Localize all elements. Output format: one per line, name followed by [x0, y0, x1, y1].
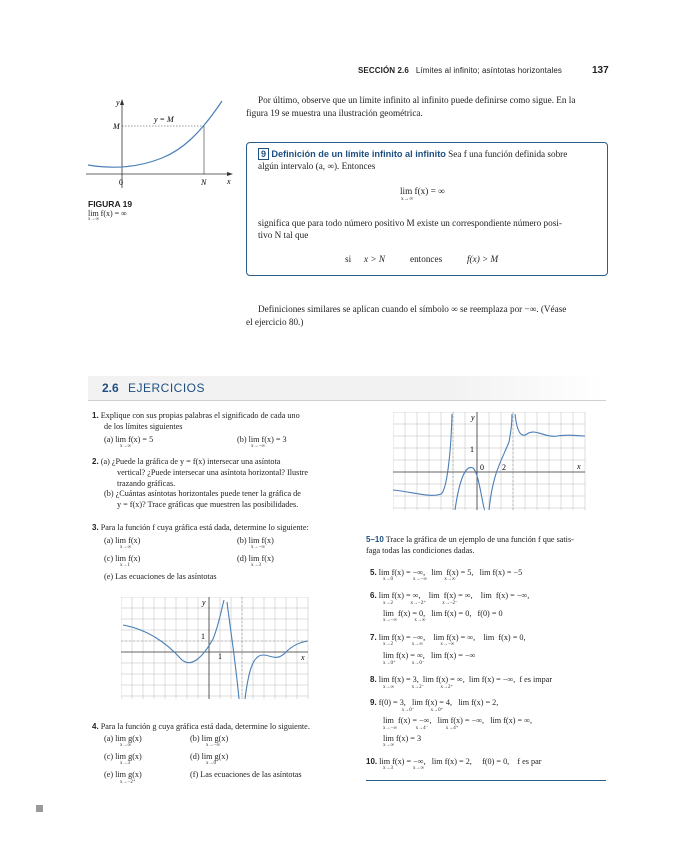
exercise-2-b-1: (b) ¿Cuántas asíntotas horizontales puede tener la gráfica de: [104, 489, 301, 499]
fig19-label-m: M: [113, 122, 120, 131]
graph4-label-one: 1: [470, 445, 474, 454]
page-marker: [36, 805, 43, 812]
definition-heading: [258, 148, 602, 161]
exercise-3-number: 3.: [92, 523, 99, 532]
fig19-label-x: x: [227, 177, 231, 186]
exercise-1-number: 1.: [92, 411, 99, 420]
exercise-4-b-sub: x→−∞: [206, 743, 220, 748]
exercise-4-graph: [393, 412, 589, 512]
exercise-3-b-sub: x→−∞: [251, 545, 265, 550]
fig19-label-n: N: [201, 178, 207, 187]
graph4-label-y: y: [471, 413, 475, 422]
exercise-9-text-1: f(0) = 3, lim f(x) = 4, lim f(x) = 2,: [378, 698, 499, 707]
graph3-label-x: x: [301, 653, 305, 662]
graph4-label-x: x: [577, 462, 581, 471]
exercise-3-e: (e) Las ecuaciones de las asíntotas: [104, 572, 217, 581]
fig19-label-y-eq-m: y = M: [154, 115, 174, 124]
exercise-2-a-1: (a) ¿Puede la gráfica de y = f(x) intersecar una asíntota: [100, 457, 281, 466]
graph3-label-y: y: [202, 598, 206, 607]
y-axis-arrow-icon: [120, 99, 124, 105]
exercise-8-number: 8.: [370, 675, 377, 684]
exercise-4-d: (d) lim g(x): [190, 752, 229, 761]
running-header: [358, 66, 562, 75]
exercise-4-a: (a) lim g(x): [104, 734, 142, 743]
grid: [393, 412, 585, 510]
exercise-3: [92, 523, 362, 534]
intro-line-1: Por último, observe que un límite infinito al infinito puede definirse como sigue. En la: [258, 95, 576, 105]
exercise-1-line-1: Explique con sus propias palabras el significado de cada uno: [100, 411, 300, 420]
exercise-1-b: (b) lim f(x) = 3: [237, 435, 287, 444]
exercise-7-number: 7.: [370, 633, 377, 642]
definition-formula: lim f(x) = ∞: [400, 186, 445, 196]
definition-title: Definición de un límite infinito al infinito: [271, 149, 446, 159]
header-section-title: Límites al infinito; asíntotas horizontales: [415, 66, 563, 75]
exercise-4-a-sub: x→∞: [120, 743, 132, 748]
figure-19-formula-sub: x→∞: [88, 217, 100, 222]
x-axis-arrow-icon: [227, 172, 233, 176]
exercise-3-line-1: Para la función f cuya gráfica está dada, determine lo siguiente:: [100, 523, 309, 532]
exercise-7-text-1: lim f(x) = −∞, lim f(x) = ∞, lim f(x) = 0,: [378, 633, 526, 642]
exercise-9-subs-1: x→0⁻ x→0⁺: [383, 708, 444, 713]
exercise-2: [92, 457, 352, 511]
graph3-label-one-y: 1: [201, 632, 205, 641]
curve-f: [88, 101, 222, 167]
figure-19-graph: [82, 96, 242, 192]
curve-f-middle: [227, 602, 239, 699]
exercise-4-e: (e) lim g(x): [104, 770, 142, 779]
intro-line-2: figura 19 se muestra una ilustración geométrica.: [246, 107, 423, 118]
exercise-4-d-sub: x→0: [206, 761, 216, 766]
graph4-label-zero: 0: [480, 463, 484, 472]
definition-condition-a: x > N: [364, 254, 385, 264]
exercise-9-number: 9.: [370, 698, 377, 707]
exercise-3-d-sub: x→3: [251, 563, 261, 568]
exercise-6-subs-1: x→2 x→−2⁺ x→−2⁻: [383, 601, 458, 606]
exercise-3-graph: [121, 597, 309, 701]
exercise-1-b-sub: x→−∞: [251, 444, 265, 449]
exercise-1: [92, 411, 352, 433]
definition-condition-b: f(x) > M: [467, 254, 499, 264]
curve-g-middle: [489, 414, 512, 510]
graph3-label-one-x: 1: [218, 652, 222, 661]
exercise-7-text-2: lim f(x) = ∞, lim f(x) = −∞: [383, 651, 476, 660]
exercise-1-line-2: de los límites siguientes: [104, 421, 183, 431]
similar-paragraph: [246, 303, 608, 328]
exercises-5-10-intro: [366, 535, 606, 557]
section-title: EJERCICIOS: [128, 381, 206, 395]
exercise-4-f: (f) Las ecuaciones de las asíntotas: [190, 770, 302, 779]
exercise-8-subs: x→∞ x→2⁻ x→2⁺: [383, 685, 454, 690]
graph4-label-two: 2: [502, 463, 506, 472]
curve-g-middle-left: [455, 467, 485, 510]
exercise-6-subs-2: x→−∞ x→∞: [383, 618, 426, 623]
exercise-7-subs-1: x→2 x→∞ x→−∞: [383, 642, 455, 647]
exercise-6-text-2: lim f(x) = 0, lim f(x) = 0, f(0) = 0: [383, 609, 503, 618]
exercise-3-a-sub: x→∞: [120, 545, 132, 550]
exercise-4-e-sub: x→−2⁺: [120, 780, 136, 785]
exercise-10-text: lim f(x) = −∞, lim f(x) = 2, f(0) = 0, f es par: [379, 757, 542, 766]
page-number: 137: [592, 65, 609, 76]
exercises-5-10-line-1: Trace la gráfica de un ejemplo de una función f que satis-: [385, 535, 574, 544]
exercise-9-text-3: lim f(x) = 3: [383, 734, 422, 743]
bottom-rule: [366, 780, 606, 781]
definition-formula-sub: x→∞: [401, 196, 414, 202]
exercises-5-10-range: 5–10: [366, 535, 384, 544]
exercise-10-subs: x→3 x→∞: [383, 766, 425, 771]
exercise-4-b: (b) lim g(x): [190, 734, 229, 743]
exercise-4-line-1: Para la función g cuya gráfica está dada, determine lo siguiente.: [100, 722, 310, 731]
definition-number: 9: [258, 148, 269, 160]
exercises-5-10-line-2: faga todas las condiciones dadas.: [366, 545, 475, 555]
exercise-5-subs: x→0 x→−∞ x→∞: [383, 577, 456, 582]
figure-19-caption: FIGURA 19: [88, 199, 133, 209]
exercise-9-subs-2: x→−∞ x→4⁻ x→4⁺: [383, 726, 459, 731]
exercise-7-subs-2: x→0⁺ x→0⁻: [383, 661, 425, 666]
figure-19-formula: lim f(x) = ∞: [88, 209, 127, 218]
fig19-label-zero: 0: [119, 178, 123, 187]
definition-body-2: tivo N tal que: [258, 230, 309, 240]
fig19-label-y: y: [116, 98, 120, 107]
curve-f-right: [245, 641, 308, 699]
similar-line-1: Definiciones similares se aplican cuando el símbolo ∞ se reemplaza por −∞. (Véase: [258, 304, 567, 314]
exercise-3-d: (d) lim f(x): [237, 554, 274, 563]
definition-line-2: algún intervalo (a, ∞). Entonces: [258, 161, 376, 171]
exercise-2-a-3: trazando gráficas.: [117, 478, 176, 488]
exercise-6-text-1: lim f(x) = ∞, lim f(x) = ∞, lim f(x) = −∞,: [378, 591, 530, 600]
exercise-5-number: 5.: [370, 568, 377, 577]
grid: [121, 597, 308, 699]
exercise-1-a-sub: x→∞: [120, 444, 132, 449]
section-number: 2.6: [102, 381, 119, 395]
intro-paragraph: [246, 94, 608, 119]
exercise-3-a: (a) lim f(x): [104, 536, 141, 545]
exercise-4-number: 4.: [92, 722, 99, 731]
exercise-1-a: (a) lim f(x) = 5: [104, 435, 154, 444]
exercise-2-number: 2.: [92, 457, 99, 466]
exercise-5-text: lim f(x) = −∞, lim f(x) = 5, lim f(x) = −5: [378, 568, 523, 577]
curve-g-right: [515, 414, 585, 436]
exercise-3-c-sub: x→1: [120, 563, 130, 568]
definition-body-1: significa que para todo número positivo M existe un correspondiente número posi-: [258, 218, 562, 228]
exercise-4-c: (c) lim g(x): [104, 752, 142, 761]
section-header: [88, 376, 606, 401]
exercise-9-text-2: lim f(x) = −∞, lim f(x) = −∞, lim f(x) = ∞,: [383, 716, 533, 725]
exercise-10-number: 10.: [366, 757, 378, 766]
exercise-4-c-sub: x→3: [120, 761, 130, 766]
exercise-6-number: 6.: [370, 591, 377, 600]
exercise-9-subs-3: x→∞: [383, 743, 395, 748]
exercise-4: [92, 722, 362, 733]
definition-condition-then: entonces: [410, 254, 443, 264]
exercise-8-text: lim f(x) = 3, lim f(x) = ∞, lim f(x) = −∞, f es impar: [378, 675, 553, 684]
exercise-3-b: (b) lim f(x): [237, 536, 274, 545]
header-section-label: SECCIÓN 2.6: [358, 66, 409, 75]
exercise-2-b-2: y = f(x)? Trace gráficas que muestren las posibilidades.: [117, 500, 299, 510]
similar-line-2: el ejercicio 80.): [246, 316, 304, 327]
definition-line-1: Sea f una función definida sobre: [448, 149, 568, 159]
exercise-2-a-2: vertical? ¿Puede intersecar una asíntota horizontal? Ilustre: [117, 467, 308, 477]
curve-g-left: [393, 414, 452, 495]
exercise-3-c: (c) lim f(x): [104, 554, 141, 563]
definition-condition-si: si: [345, 254, 352, 264]
